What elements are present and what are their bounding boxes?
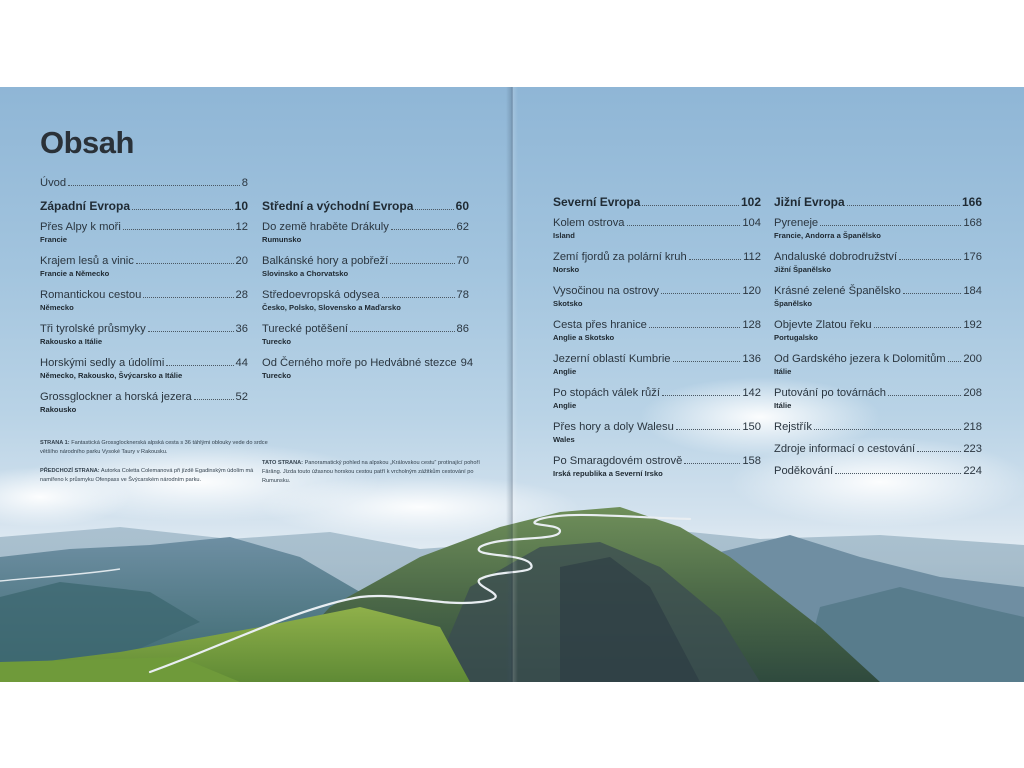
toc-entry-region: Turecko xyxy=(262,371,291,380)
leader-dots xyxy=(642,198,739,206)
toc-column-north xyxy=(553,195,761,489)
toc-entry-region: Irská republika a Severní Irsko xyxy=(553,469,663,478)
toc-entry[interactable]: Kolem ostrova 104 Island xyxy=(553,217,761,240)
toc-entry[interactable]: Od Černého moře po Hedvábné stezce 94 Turecko xyxy=(262,357,474,380)
toc-section-west[interactable]: Západní Evropa 10 xyxy=(40,199,248,213)
toc-entry-region: Francie a Německo xyxy=(40,269,110,278)
toc-column-west xyxy=(40,177,248,425)
toc-entry[interactable]: Po stopách válek růží 142 Anglie xyxy=(553,387,761,410)
toc-entry-index[interactable]: Rejstřík 218 xyxy=(774,421,982,433)
toc-entry-region: Německo, Rakousko, Švýcarsko a Itálie xyxy=(40,371,183,380)
toc-entry-region: Wales xyxy=(553,435,575,444)
toc-entry-region: Itálie xyxy=(774,367,792,376)
book-gutter xyxy=(506,87,518,682)
toc-column-central-east xyxy=(262,199,474,391)
toc-entry[interactable]: Po Smaragdovém ostrově 158 Irská republika a Severní Irsko xyxy=(553,455,761,478)
leader-dots xyxy=(684,456,740,464)
toc-entry[interactable]: Zemí fjordů za polární kruh 112 Norsko xyxy=(553,251,761,274)
toc-section-north[interactable]: Severní Evropa 102 xyxy=(553,195,761,209)
toc-entry[interactable]: Romantickou cestou 28 Německo xyxy=(40,289,248,312)
toc-entry-region: Anglie xyxy=(553,367,577,376)
toc-entry[interactable]: Cesta přes hranice 128 Anglie a Skotsko xyxy=(553,319,761,342)
leader-dots xyxy=(194,392,234,400)
leader-dots xyxy=(814,422,961,430)
toc-entry[interactable]: Pyreneje 168 Francie, Andorra a Španělsko xyxy=(774,217,982,240)
toc-entry-region: Slovinsko a Chorvatsko xyxy=(262,269,349,278)
toc-entry[interactable]: Objevte Zlatou řeku 192 Portugalsko xyxy=(774,319,982,342)
leader-dots xyxy=(917,444,961,452)
toc-entry[interactable]: Grossglockner a horská jezera 52 Rakousko xyxy=(40,391,248,414)
toc-entry-region: Anglie a Skotsko xyxy=(553,333,615,342)
toc-entry-acknowledgements[interactable]: Poděkování 224 xyxy=(774,465,982,477)
toc-entry[interactable]: Do země hraběte Drákuly 62 Rumunsko xyxy=(262,221,469,244)
leader-dots xyxy=(382,290,455,298)
leader-dots xyxy=(350,324,455,332)
leader-dots xyxy=(874,320,962,328)
toc-entry[interactable]: Krajem lesů a vinic 20 Francie a Německo xyxy=(40,255,248,278)
leader-dots xyxy=(903,286,961,294)
toc-entry-region: Rakousko a Itálie xyxy=(40,337,103,346)
toc-column-south xyxy=(774,195,982,487)
leader-dots xyxy=(888,388,961,396)
toc-entry-intro[interactable]: Úvod 8 xyxy=(40,177,248,189)
leader-dots xyxy=(662,388,740,396)
toc-entry-region: Portugalsko xyxy=(774,333,818,342)
toc-entry[interactable]: Přes Alpy k moři 12 Francie xyxy=(40,221,248,244)
leader-dots xyxy=(391,222,455,230)
leader-dots xyxy=(676,422,740,430)
toc-entry-region: Island xyxy=(553,231,575,240)
toc-entry[interactable]: Přes hory a doly Walesu 150 Wales xyxy=(553,421,761,444)
leader-dots xyxy=(68,178,240,186)
caption-page-1: STRANA 1: Fantastická Grossglocknerská alpská cesta s 36 táhlými oblouky vede do srdce většího národního parku Vysoké Taury v Rakousku. xyxy=(40,440,268,455)
toc-entry[interactable]: Andaluské dobrodružství 176 Jižní Španělsko xyxy=(774,251,982,274)
leader-dots xyxy=(689,252,741,260)
leader-dots xyxy=(143,290,233,298)
toc-entry-region: Francie, Andorra a Španělsko xyxy=(774,231,881,240)
toc-entry-region: Česko, Polsko, Slovensko a Maďarsko xyxy=(262,303,401,312)
toc-entry-region: Skotsko xyxy=(553,299,583,308)
toc-entry-region: Rumunsko xyxy=(262,235,302,244)
leader-dots xyxy=(123,222,234,230)
leader-dots xyxy=(820,218,961,226)
toc-entry-region: Itálie xyxy=(774,401,792,410)
leader-dots xyxy=(132,202,233,210)
toc-entry-region: Turecko xyxy=(262,337,291,346)
toc-entry[interactable]: Jezerní oblastí Kumbrie 136 Anglie xyxy=(553,353,761,376)
leader-dots xyxy=(148,324,234,332)
leader-dots xyxy=(948,354,962,362)
toc-entry-region: Rakousko xyxy=(40,405,77,414)
toc-entry[interactable]: Tři tyrolské průsmyky 36 Rakousko a Itálie xyxy=(40,323,248,346)
toc-entry[interactable]: Vysočinou na ostrovy 120 Skotsko xyxy=(553,285,761,308)
toc-entry[interactable]: Putování po továrnách 208 Itálie xyxy=(774,387,982,410)
caption-this-page: TATO STRANA: Panoramatický pohled na alpskou „Královskou cestu“ protínající pohoří Fǎrǎng. Jízda touto úžasnou horskou cestou patří k vrcholným zážitkům cestování po Rumunsku. xyxy=(262,460,480,484)
toc-entry[interactable]: Od Gardského jezera k Dolomitům 200 Itálie xyxy=(774,353,982,376)
toc-entry-region: Španělsko xyxy=(774,299,812,308)
leader-dots xyxy=(415,202,453,210)
toc-entry-region: Německo xyxy=(40,303,74,312)
leader-dots xyxy=(899,252,961,260)
toc-section-south[interactable]: Jižní Evropa 166 xyxy=(774,195,982,209)
leader-dots xyxy=(673,354,741,362)
leader-dots xyxy=(835,466,961,474)
toc-section-central-east[interactable]: Střední a východní Evropa 60 xyxy=(262,199,469,213)
leader-dots xyxy=(847,198,960,206)
toc-entry-region: Francie xyxy=(40,235,68,244)
toc-entry-region: Jižní Španělsko xyxy=(774,265,831,274)
toc-entry-region: Anglie xyxy=(553,401,577,410)
leader-dots xyxy=(166,358,233,366)
toc-entry[interactable]: Krásné zelené Španělsko 184 Španělsko xyxy=(774,285,982,308)
page-title: Obsah xyxy=(40,125,134,160)
leader-dots xyxy=(661,286,740,294)
leader-dots xyxy=(649,320,740,328)
toc-entry[interactable]: Balkánské hory a pobřeží 70 Slovinsko a Chorvatsko xyxy=(262,255,469,278)
toc-entry[interactable]: Horskými sedly a údolími 44 Německo, Rakousko, Švýcarsko a Itálie xyxy=(40,357,248,380)
leader-dots xyxy=(136,256,234,264)
book-spread xyxy=(0,87,1024,682)
toc-entry-region: Norsko xyxy=(553,265,580,274)
caption-previous-page: PŘEDCHOZÍ STRANA: Autorka Coletta Colemanová při jízdě Egadinským údolím má namířeno k průsmyku Ofenpass ve Švýcarském národním parku. xyxy=(40,468,254,483)
leader-dots xyxy=(627,218,741,226)
leader-dots xyxy=(390,256,454,264)
toc-entry[interactable]: Středoevropská odysea 78 Česko, Polsko, Slovensko a Maďarsko xyxy=(262,289,469,312)
toc-entry-sources[interactable]: Zdroje informací o cestování 223 xyxy=(774,443,982,455)
toc-entry[interactable]: Turecké potěšení 86 Turecko xyxy=(262,323,469,346)
